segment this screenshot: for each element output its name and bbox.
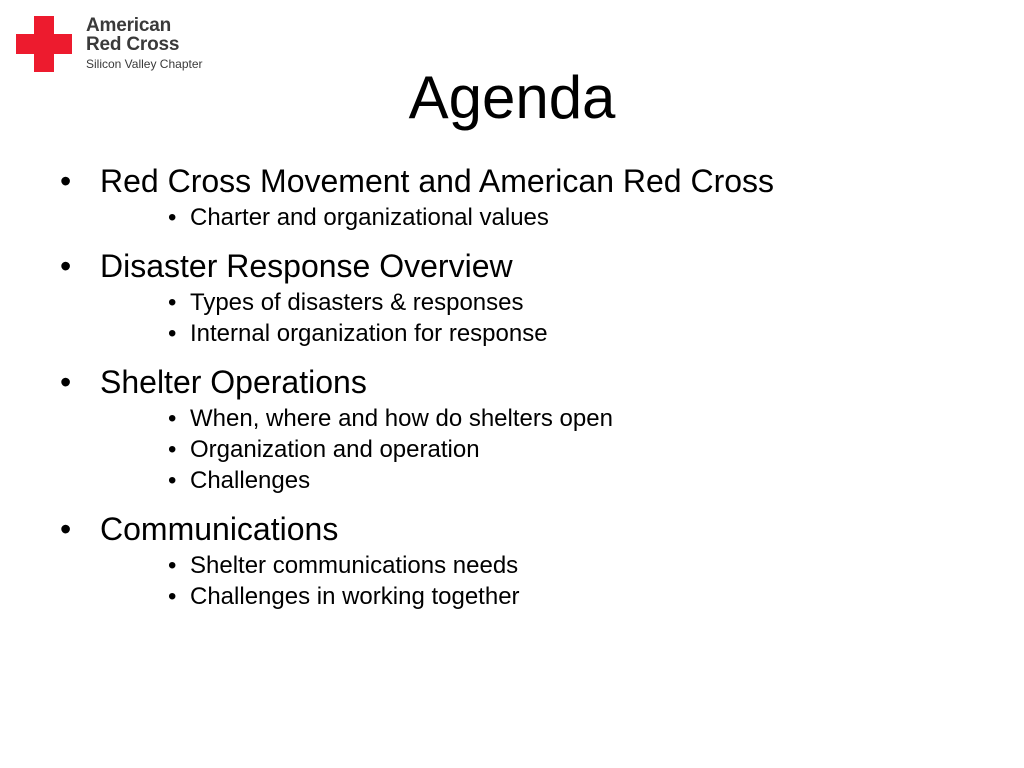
agenda-sub-item-text: Challenges in working together	[190, 583, 520, 610]
agenda-item	[60, 361, 1000, 496]
agenda-sub-item-text: Challenges	[190, 467, 311, 494]
agenda-sub-item-text: Shelter communications needs	[190, 552, 519, 579]
agenda-list	[60, 160, 1000, 624]
bullet-icon: •	[60, 364, 72, 400]
bullet-icon: •	[60, 163, 72, 199]
agenda-sub-item-text: When, where and how do shelters open	[190, 405, 613, 432]
agenda-sub-item-text: Types of disasters & responses	[190, 289, 524, 316]
agenda-sub-list	[60, 287, 1000, 349]
agenda-sub-item	[168, 287, 1000, 318]
logo-line-chapter: Silicon Valley Chapter	[86, 57, 203, 71]
agenda-sub-item	[168, 403, 1000, 434]
logo-line-american: American	[86, 15, 171, 36]
agenda-item-text: Shelter Operations	[100, 364, 367, 400]
agenda-item-label	[60, 361, 1000, 403]
agenda-sub-item	[168, 434, 1000, 465]
agenda-item-label	[60, 160, 1000, 202]
agenda-sub-list	[60, 403, 1000, 496]
agenda-item-label	[60, 245, 1000, 287]
agenda-sub-item-text: Charter and organizational values	[190, 204, 549, 231]
agenda-item-text: Red Cross Movement and American Red Cross	[100, 163, 775, 199]
cross-horizontal-bar	[16, 34, 72, 54]
bullet-icon: •	[168, 436, 177, 463]
bullet-icon: •	[60, 511, 72, 547]
agenda-item-text: Disaster Response Overview	[100, 248, 513, 284]
bullet-icon: •	[60, 248, 72, 284]
bullet-icon: •	[168, 289, 177, 316]
agenda-sub-item	[168, 465, 1000, 496]
agenda-sub-list	[60, 550, 1000, 612]
agenda-item-label	[60, 508, 1000, 550]
agenda-item	[60, 245, 1000, 349]
bullet-icon: •	[168, 204, 177, 231]
agenda-sub-item	[168, 318, 1000, 349]
agenda-item	[60, 160, 1000, 233]
logo-line-red-cross: Red Cross	[86, 34, 180, 55]
agenda-item	[60, 508, 1000, 612]
slide-title: Agenda	[408, 64, 616, 131]
agenda-sub-item-text: Internal organization for response	[190, 320, 548, 347]
agenda-sub-list	[60, 202, 1000, 233]
bullet-icon: •	[168, 405, 177, 432]
bullet-icon: •	[168, 467, 177, 494]
agenda-sub-item-text: Organization and operation	[190, 436, 480, 463]
bullet-icon: •	[168, 583, 177, 610]
agenda-item-text: Communications	[100, 511, 339, 547]
bullet-icon: •	[168, 320, 177, 347]
bullet-icon: •	[168, 552, 177, 579]
agenda-sub-item	[168, 550, 1000, 581]
agenda-sub-item	[168, 581, 1000, 612]
agenda-sub-item	[168, 202, 1000, 233]
